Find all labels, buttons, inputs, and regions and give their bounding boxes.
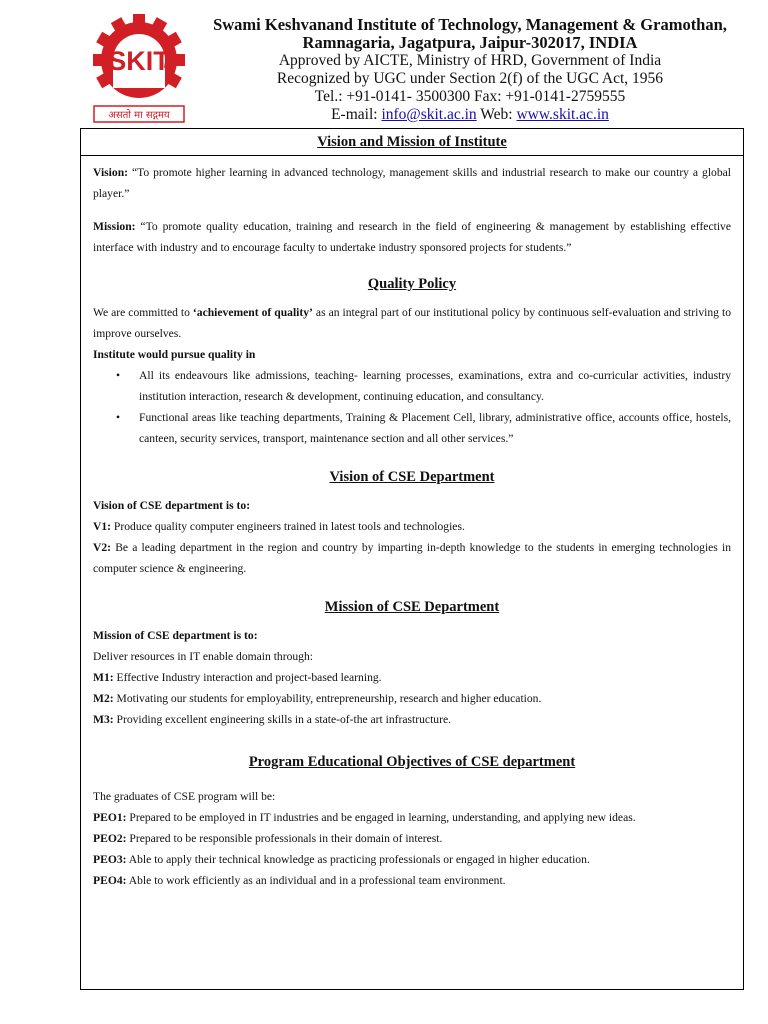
gear-logo-icon (80, 10, 198, 128)
contact-line (200, 106, 740, 124)
institute-vision-mission-heading: Vision and Mission of Institute (81, 129, 743, 156)
institute-name: Swami Keshvanand Institute of Technology, Management & Gramothan, (213, 15, 727, 34)
web-link[interactable]: www.skit.ac.in (516, 106, 609, 123)
quality-bullet-list (93, 365, 731, 449)
cse-mission-intro: Mission of CSE department is to: (93, 629, 258, 642)
list-item: M3: Providing excellent engineering skills in a state-of-the art infrastructure. (93, 713, 452, 726)
institute-mission: Mission: “To promote quality education, training and research in the field of engineering & management by establishing effective interface with industry and to encourage faculty to undertake industry sponsored projects for students.” (93, 220, 731, 254)
content-frame (80, 128, 744, 990)
quality-policy-heading: Quality Policy (367, 276, 457, 292)
institute-vision: Vision: “To promote higher learning in advanced technology, management skills and industrial research to make our country a global player.” (93, 166, 731, 200)
cse-vision-intro: Vision of CSE department is to: (93, 499, 251, 512)
logo-motto: असतो मा सद्गमय (108, 110, 170, 121)
list-item: • Functional areas like teaching departments, Training & Placement Cell, library, administrative office, accounts office, hostels, canteen, security services, transport, maintenance section and all other services.” (139, 407, 731, 449)
logo-wordmark: SKIT (108, 46, 170, 76)
peo-heading: Program Educational Objectives of CSE department (248, 754, 576, 770)
cse-mission-subintro: Deliver resources in IT enable domain through: (93, 650, 313, 663)
list-item: PEO2: Prepared to be responsible professionals in their domain of interest. (93, 832, 443, 845)
cse-vision-heading: Vision of CSE Department (329, 469, 495, 485)
peo-intro: The graduates of CSE program will be: (93, 790, 276, 803)
institute-logo (80, 10, 198, 128)
institute-address: Ramnagaria, Jagatpura, Jaipur-302017, INDIA (302, 33, 638, 52)
email-label: E-mail: (331, 106, 382, 123)
list-item: PEO1: Prepared to be employed in IT industries and be engaged in learning, understanding, and applying new ideas. (93, 811, 636, 824)
list-item: V1: Produce quality computer engineers trained in latest tools and technologies. (93, 520, 465, 533)
approval-line: Approved by AICTE, Ministry of HRD, Government of India (278, 52, 662, 69)
quality-pursue-label: Institute would pursue quality in (93, 348, 256, 361)
content-body (81, 156, 743, 891)
list-item: • All its endeavours like admissions, teaching- learning processes, examinations, extra and co-curricular activities, industry institution interaction, research & development, continuing education, and consultancy. (139, 365, 731, 407)
recognition-line: Recognized by UGC under Section 2(f) of the UGC Act, 1956 (276, 70, 664, 87)
list-item: M2: Motivating our students for employability, entrepreneurship, research and higher education. (93, 692, 542, 705)
cse-mission-heading: Mission of CSE Department (324, 599, 500, 615)
list-item: V2: Be a leading department in the region and country by imparting in-depth knowledge to the students in emerging technologies in computer science & engineering. (93, 541, 731, 575)
list-item: PEO4: Able to work efficiently as an individual and in a professional team environment. (93, 874, 506, 887)
quality-intro: We are committed to ‘achievement of quality’ as an integral part of our institutional policy by continuous self-evaluation and striving to improve ourselves. (93, 306, 731, 340)
email-link[interactable]: info@skit.ac.in (381, 106, 477, 123)
list-item: M1: Effective Industry interaction and project-based learning. (93, 671, 382, 684)
letterhead (200, 16, 740, 124)
web-label: Web: (476, 106, 517, 123)
list-item: PEO3: Able to apply their technical knowledge as practicing professionals or engaged in higher education. (93, 853, 590, 866)
phone-fax-line: Tel.: +91-0141- 3500300 Fax: +91-0141-2759555 (314, 88, 626, 105)
